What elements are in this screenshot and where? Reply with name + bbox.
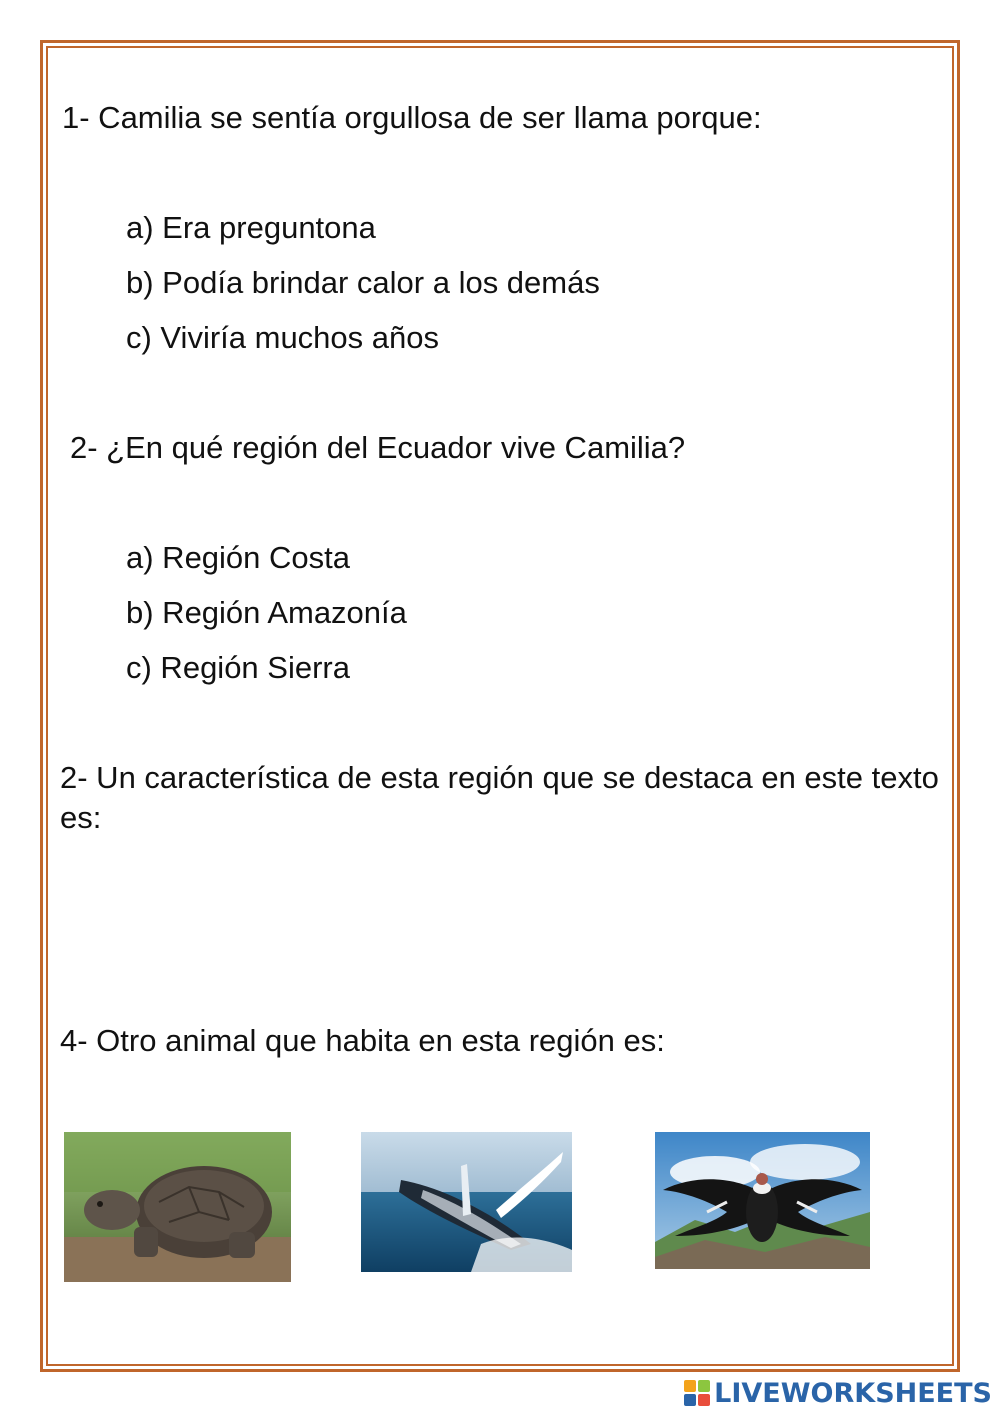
question-2-option-a: a) Región Costa	[126, 540, 351, 575]
question-1-option-a: a) Era preguntona	[126, 210, 376, 245]
question-1-option-b: b) Podía brindar calor a los demás	[126, 265, 600, 300]
question-2-prompt: 2- ¿En qué región del Ecuador vive Camilia?	[70, 430, 686, 465]
question-3-prompt: 2- Un característica de esta región que se destaca en este texto es:	[60, 760, 939, 836]
liveworksheets-branding[interactable]	[684, 1376, 992, 1410]
question-4-prompt: 4- Otro animal que habita en esta región es:	[60, 1023, 665, 1058]
question-2-option-b: b) Región Amazonía	[126, 595, 407, 630]
question-2-option-c: c) Región Sierra	[126, 650, 350, 685]
question-1-prompt: 1- Camilia se sentía orgullosa de ser llama porque:	[62, 100, 762, 135]
liveworksheets-wordmark: LIVEWORKSHEETS	[714, 1377, 992, 1409]
liveworksheets-logo-icon	[684, 1380, 710, 1406]
question-1-option-c: c) Viviría muchos años	[126, 320, 439, 355]
tortoise-photo[interactable]	[64, 1132, 291, 1282]
condor-photo[interactable]	[655, 1132, 870, 1269]
whale-photo[interactable]	[361, 1132, 572, 1272]
